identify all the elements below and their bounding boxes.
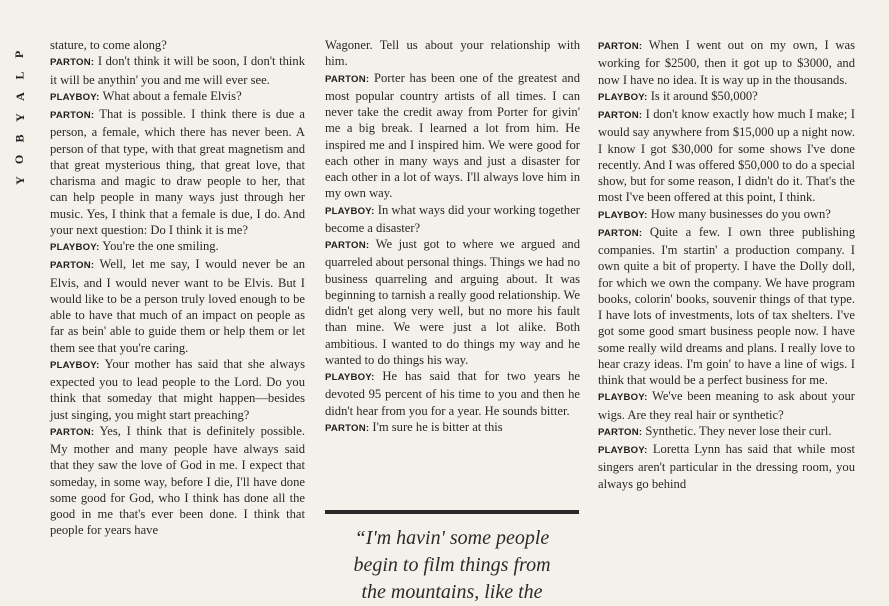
- speaker-label: PARTON:: [50, 110, 95, 121]
- pull-quote-line: the mountains, like the: [361, 581, 543, 603]
- interview-paragraph: [598, 106, 855, 206]
- side-label-letter: A: [12, 92, 27, 101]
- paragraph-text: Is it around $50,000?: [650, 88, 758, 103]
- speaker-label: PARTON:: [598, 41, 643, 52]
- paragraph-text: Well, let me say, I would never be an Elvis, and I would never want to be Elvis. But I would like to be a person truly loved enough to be able to have that much of an impact on people as far as bein' able to guide them or help them or let them see that you're caring.: [50, 257, 306, 355]
- interview-paragraph: [598, 388, 855, 423]
- pull-quote-rule: [325, 510, 579, 514]
- speaker-label: PLAYBOY:: [598, 209, 648, 221]
- side-label-letter: B: [12, 134, 27, 143]
- text-column-3: [598, 37, 855, 492]
- side-label-letter: O: [12, 154, 27, 165]
- interview-paragraph: [50, 88, 305, 106]
- paragraph-text: Quite a few. I own three publishing companies. I'm startin' a production company. I own quite a bit of property. I have the Dolly doll, for which we own the company. We have program books, colorin' books, souvenir things of that type. I have lots of investments, lots of tax shelters. I've got some good smart business people now. I have some really wild dreams and plans. I really love to hear crazy ideas. I'm goin' to have a line of wigs. I think that would be a perfect business for me.: [598, 224, 855, 387]
- side-label-letter: Y: [12, 113, 27, 122]
- paragraph-text: I don't know exactly how much I make; I would say anywhere from $15,000 up a night now. I know I got $30,000 for some shows I've done recently. And I was offered $50,000 to do a special show, but for some reason, I didn't do it. That's the most I've been offered at this point, I think.: [598, 107, 855, 205]
- interview-paragraph: [50, 106, 305, 238]
- pull-quote: [325, 525, 579, 606]
- paragraph-text: He has said that for two years he devoted 95 percent of his time to you and then he didn't hear from you for a year. He sounds bitter.: [325, 369, 580, 418]
- text-column-2: [325, 37, 580, 437]
- speaker-label: PARTON:: [50, 426, 95, 438]
- paragraph-text: We just got to where we argued and quarreled about personal things. Things we had no business quarreling and arguing about. It was beginning to tarnish a really good relationship. We didn't get along very well, but no more his fault than mine. We were just a lot alike. Both ambitious. I wanted to do things my way and he wanted to do things his way.: [325, 237, 580, 367]
- interview-paragraph: [325, 37, 580, 70]
- interview-paragraph: [50, 423, 305, 539]
- paragraph-text: In what ways did your working together become a disaster?: [325, 202, 580, 235]
- interview-paragraph: [325, 70, 580, 202]
- speaker-label: PARTON:: [50, 57, 95, 69]
- speaker-label: PLAYBOY:: [50, 242, 100, 253]
- interview-paragraph: [598, 206, 855, 224]
- paragraph-text: How many businesses do you own?: [650, 206, 831, 221]
- paragraph-text: Loretta Lynn has said that while most singers aren't particular in the dressing room, you always go behind: [598, 442, 855, 491]
- paragraph-text: Porter has been one of the greatest and most popular country artists of all times. I can never take the credit away from Porter for givin' me a big break. I learned a lot from him. He inspired me and I inspired him. We were good for each other in many ways and just a disaster for each other in a lot of ways. I'll always love him in my own way.: [325, 70, 581, 201]
- paragraph-text: I don't think it will be soon, I don't think it will be anythin' you and me will ever see.: [50, 54, 305, 87]
- paragraph-text: stature, to come along?: [50, 38, 167, 52]
- interview-paragraph: [50, 37, 305, 53]
- interview-paragraph: [50, 53, 305, 88]
- speaker-label: PLAYBOY:: [325, 372, 375, 383]
- speaker-label: PARTON:: [598, 227, 643, 239]
- speaker-label: PLAYBOY:: [598, 445, 648, 456]
- paragraph-text: You're the one smiling.: [102, 239, 219, 253]
- interview-paragraph: [325, 202, 580, 237]
- interview-paragraph: [598, 224, 855, 389]
- interview-paragraph: [325, 368, 580, 419]
- interview-paragraph: [598, 88, 855, 106]
- paragraph-text: I'm sure he is bitter at this: [372, 419, 503, 434]
- paragraph-text: Your mother has said that she always expected you to lead people to the Lord. Do you think that someday that might happen—besides just singing, you might start preaching?: [50, 356, 305, 422]
- interview-paragraph: [325, 419, 580, 437]
- side-label-letter: P: [12, 50, 27, 59]
- magazine-side-label: [10, 44, 30, 191]
- paragraph-text: We've been meaning to ask about your wigs. Are they real hair or synthetic?: [598, 389, 855, 422]
- side-label-letter: L: [12, 71, 27, 80]
- paragraph-text: Wagoner. Tell us about your relationship with him.: [325, 38, 580, 69]
- interview-paragraph: [598, 441, 855, 492]
- speaker-label: PARTON:: [598, 110, 643, 121]
- text-column-1: [50, 37, 305, 539]
- pull-quote-line: “I'm havin' some people: [354, 527, 550, 549]
- interview-paragraph: [325, 236, 580, 368]
- interview-paragraph: [50, 356, 305, 423]
- paragraph-text: When I went out on my own, I was working for $2500, then it got up to $3000, and now I have no idea. It is way up in the thousands.: [598, 38, 856, 87]
- speaker-label: PLAYBOY:: [598, 392, 648, 404]
- side-label-letter: Y: [12, 176, 27, 185]
- interview-paragraph: [50, 256, 305, 356]
- paragraph-text: That is possible. I think there is due a person, a female, which there has never been. A person of that type, with that great magnetism and that great mysterious thing, that great love, that charisma and magic to draw people to her, that can help people in many ways just through her music. Yes, I think that a female is due, I do. And your next question: Do I think it is me?: [50, 107, 305, 237]
- speaker-label: PARTON:: [325, 240, 370, 251]
- speaker-label: PARTON:: [325, 422, 370, 434]
- speaker-label: PLAYBOY:: [325, 205, 375, 217]
- speaker-label: PARTON:: [325, 73, 370, 85]
- paragraph-text: Synthetic. They never lose their curl.: [645, 423, 832, 438]
- interview-paragraph: [598, 37, 855, 88]
- speaker-label: PLAYBOY:: [598, 91, 648, 103]
- speaker-label: PLAYBOY:: [50, 91, 100, 103]
- paragraph-text: Yes, I think that is definitely possible. My mother and many people have always said that they saw the love of God in me. I expect that someday, in some way, before I die, I'll have done some good for God, who I think has done all the good in me that's ever been done. I think that people for years have: [50, 423, 306, 538]
- pull-quote-line: begin to film things from: [353, 554, 551, 576]
- speaker-label: PARTON:: [598, 426, 643, 438]
- paragraph-text: What about a female Elvis?: [102, 88, 242, 103]
- speaker-label: PLAYBOY:: [50, 359, 100, 371]
- interview-paragraph: [598, 423, 855, 441]
- interview-paragraph: [50, 238, 305, 256]
- speaker-label: PARTON:: [50, 260, 95, 272]
